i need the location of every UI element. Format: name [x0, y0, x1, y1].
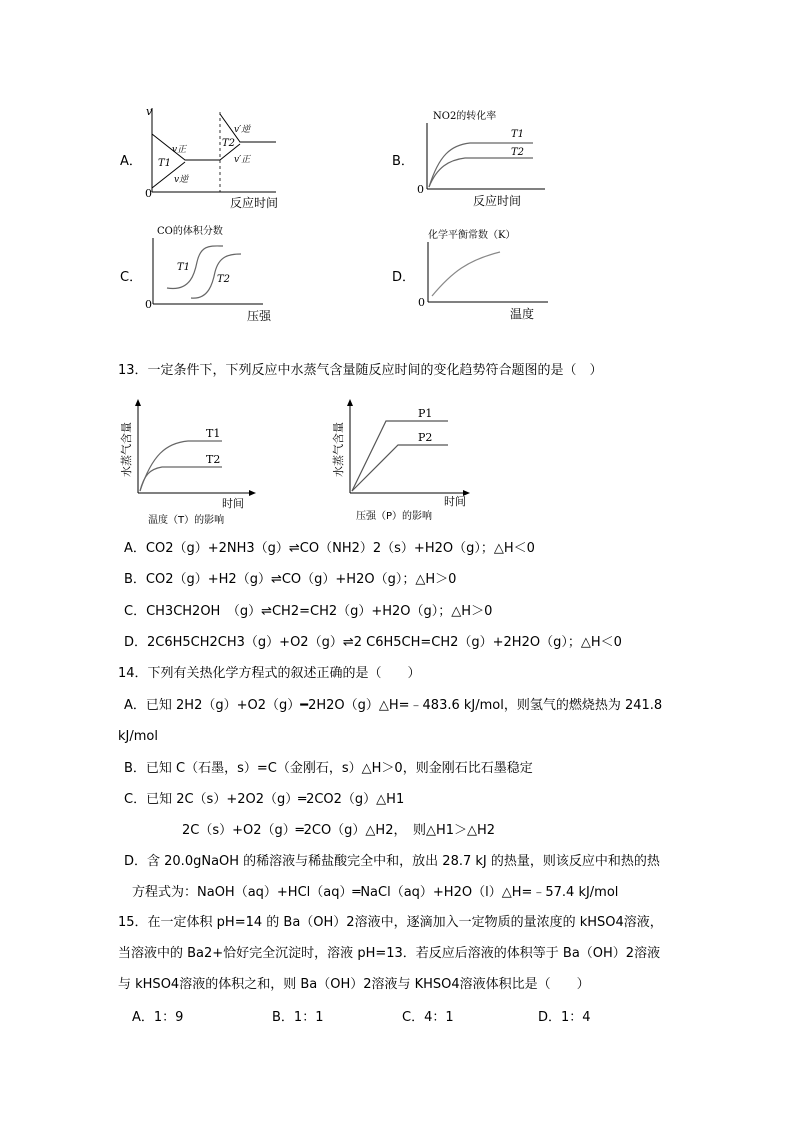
q13-option-c: C．CH3CH2OH （g）⇌CH2=CH2（g）+H2O（g）；△H＞0 [124, 604, 493, 619]
graph-a-t1: T1 [158, 158, 172, 169]
graph-b-origin: 0 [417, 183, 424, 196]
option-b-label: B． [392, 154, 414, 169]
q13-stem: 13．一定条件下，下列反应中水蒸气含量随反应时间的变化趋势符合题图的是（ ） [118, 363, 603, 378]
graph-c-xaxis: 压强 [247, 309, 272, 322]
q15-option-c: C．4：1 [402, 1010, 454, 1025]
graph-c-origin: 0 [145, 298, 152, 311]
graph-a-vneg2: v′逆 [234, 125, 251, 135]
q13-option-b: B．CO2（g）+H2（g）⇌CO（g）+H2O（g）；△H＞0 [124, 572, 457, 587]
q15-stem-line1: 15．在一定体积 pH=14 的 Ba（OH）2溶液中，逐滴加入一定物质的量浓度的 kHSO4溶液， [118, 915, 663, 930]
graph-a-vneg: v逆 [174, 175, 189, 185]
graph-b-xaxis: 反应时间 [473, 194, 522, 208]
q15-option-b: B．1：1 [272, 1010, 324, 1025]
q13-option-d: D．2C6H5CH2CH3（g）+O2（g）⇌2 C6H5CH=CH2（g）+2H2O（g）；△H＜0 [124, 635, 622, 650]
q14-option-c-line2: 2C（s）+O2（g）═2CO（g）△H2， 则△H1＞△H2 [182, 823, 496, 838]
q14-option-a-line2: kJ/mol [118, 729, 158, 744]
q15-stem-line3: 与 kHSO4溶液的体积之和，则 Ba（OH）2溶液与 KHSO4溶液体积比是（ ） [118, 977, 590, 992]
q13-fig1-yaxis: 水蒸气含量 [120, 422, 133, 477]
option-d-label: D． [392, 270, 416, 285]
q13-fig2-xaxis: 时间 [444, 495, 466, 508]
graph-a-origin: 0 [145, 187, 152, 200]
q13-fig2-p1: P1 [418, 407, 433, 420]
option-c-label: C． [120, 270, 143, 285]
q15-option-a: A．1：9 [132, 1010, 184, 1025]
q14-option-d-line2: 方程式为：NaOH（aq）+HCl（aq）═NaCl（aq）+H2O（l）△H=﹣57.4 kJ/mol [132, 885, 619, 900]
graph-c-t1: T1 [177, 262, 191, 273]
q14-stem: 14．下列有关热化学方程式的叙述正确的是（ ） [118, 666, 421, 681]
graph-a-xaxis: 反应时间 [230, 196, 279, 210]
q13-fig1-xaxis: 时间 [222, 497, 244, 510]
q13-fig2-caption: 压强（P）的影响 [356, 511, 433, 522]
q14-option-b: B．已知 C（石墨，s）=C（金刚石，s）△H＞0，则金刚石比石墨稳定 [124, 761, 533, 776]
graph-d-origin: 0 [418, 296, 425, 309]
graph-d [418, 222, 558, 322]
graph-d-yaxis: 化学平衡常数（K） [428, 230, 516, 241]
graph-c-yaxis: CO的体积分数 [157, 226, 223, 237]
graph-a-yaxis: v [146, 105, 153, 118]
graph-a-t2: T2 [222, 138, 236, 149]
graph-a [140, 102, 280, 212]
graph-b-yaxis: NO2的转化率 [433, 111, 497, 122]
graph-c [145, 222, 275, 322]
option-a-label: A． [120, 154, 142, 169]
q14-option-c-line1: C．已知 2C（s）+2O2（g）═2CO2（g）△H1 [124, 792, 405, 807]
q13-fig1-t2: T2 [206, 453, 221, 466]
q13-option-a: A．CO2（g）+2NH3（g）⇌CO（NH2）2（s）+H2O（g）；△H＜0 [124, 541, 535, 556]
q13-figure-pressure [330, 395, 480, 530]
q14-option-a-line1: A．已知 2H2（g）+O2（g）━2H2O（g）△H=﹣483.6 kJ/mol，则氢气的燃烧热为 241.8 [124, 698, 663, 713]
q13-fig2-p2: P2 [418, 431, 433, 444]
graph-d-xaxis: 温度 [510, 307, 535, 321]
graph-b-t2: T2 [511, 147, 525, 158]
graph-b-t1: T1 [511, 129, 525, 140]
q13-figure-temperature [118, 395, 268, 530]
graph-b [415, 105, 555, 210]
q13-fig1-t1: T1 [206, 427, 221, 440]
q15-option-d: D．1：4 [538, 1010, 591, 1025]
q13-fig1-caption: 温度（T）的影响 [148, 515, 225, 526]
q15-stem-line2: 当溶液中的 Ba2+恰好完全沉淀时，溶液 pH=13．若反应后溶液的体积等于 Ba（OH）2溶液 [118, 946, 661, 961]
graph-a-vpos: v正 [172, 145, 187, 155]
graph-a-vpos2: v′正 [234, 155, 251, 165]
q13-fig2-yaxis: 水蒸气含量 [332, 422, 345, 477]
q14-option-d-line1: D．含 20.0gNaOH 的稀溶液与稀盐酸完全中和，放出 28.7 kJ 的热量，则该反应中和热的热 [124, 854, 660, 869]
graph-c-t2: T2 [217, 274, 231, 285]
